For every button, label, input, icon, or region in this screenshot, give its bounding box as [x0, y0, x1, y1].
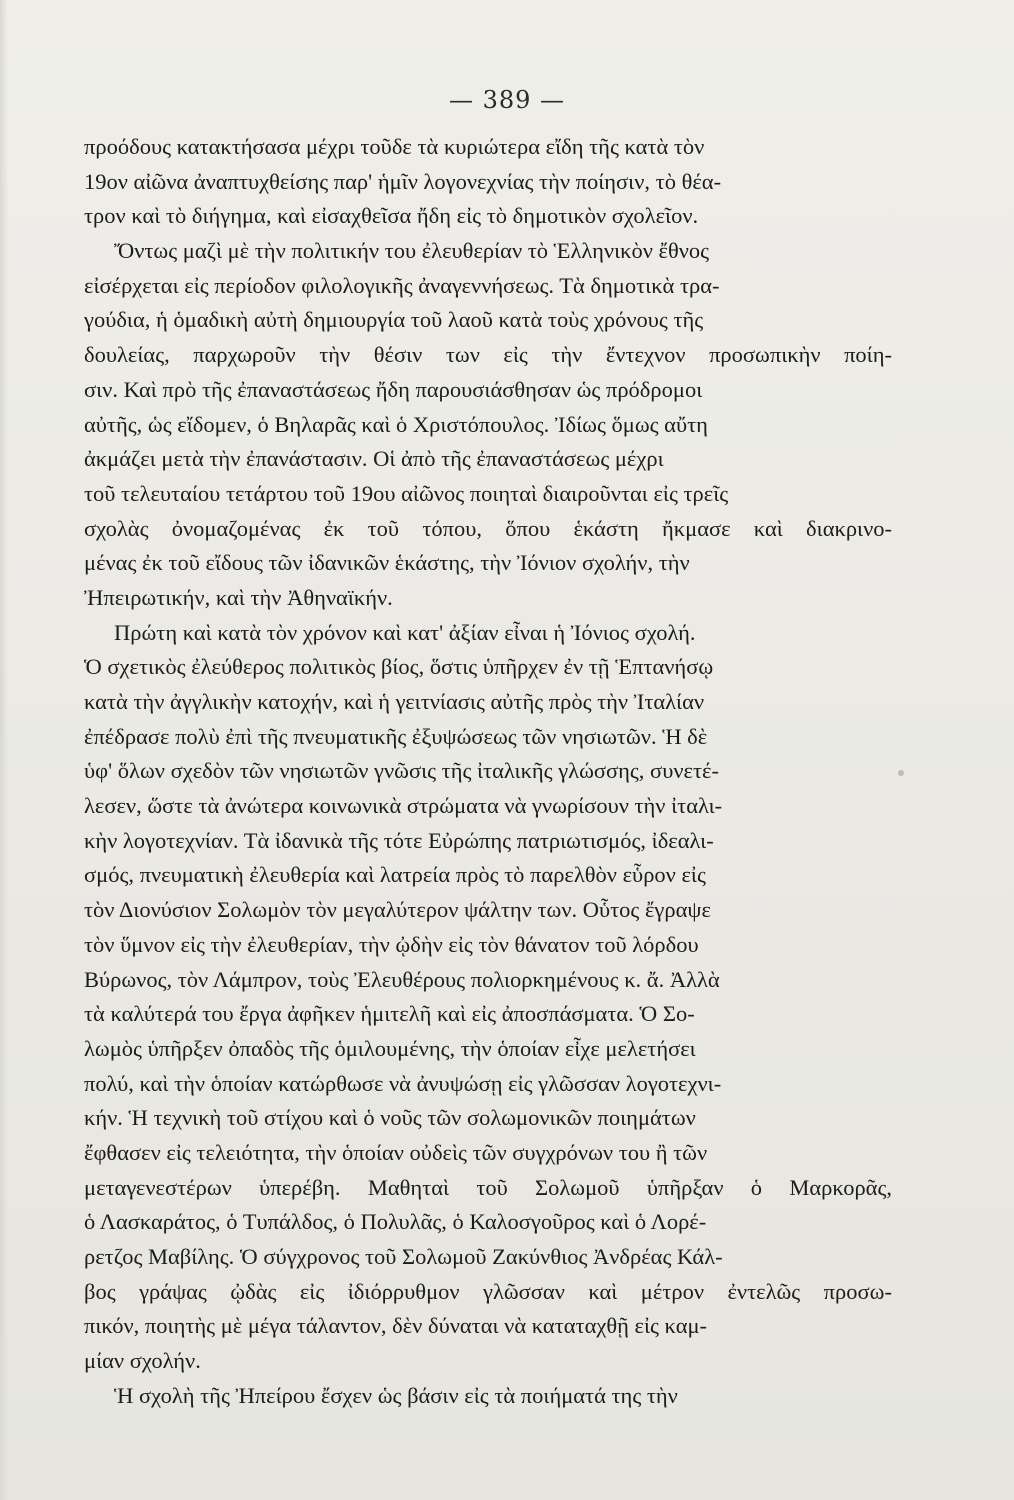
- text-line: Πρώτη καὶ κατὰ τὸν χρόνον καὶ κατ' ἀξίαν εἶναι ἡ Ἰόνιος σχολή.: [114, 619, 696, 645]
- text-line: προόδους κατακτήσασα μέχρι τοῦδε τὰ κυριώτερα εἴδη τῆς κατὰ τὸν: [84, 134, 705, 159]
- text-line: τὸν ὕμνον εἰς τὴν ἐλευθερίαν, τὴν ᾠδὴν εἰς τὸν θάνατον τοῦ λόρδου: [84, 931, 699, 957]
- text-line: σμός, πνευματικὴ ἐλευθερία καὶ λατρεία πρὸς τὸ παρελθὸν εὗρον εἰς: [84, 862, 706, 888]
- text-line: πικόν, ποιητὴς μὲ μέγα τάλαντον, δὲν δύναται νὰ καταταχθῇ εἰς καμ-: [84, 1313, 708, 1339]
- text-line: βος γράψας ᾠδὰς εἰς ἰδιόρρυθμον γλῶσσαν καὶ μέτρον ἐντελῶς προσω-: [84, 1278, 892, 1304]
- text-line: κὴν λογοτεχνίαν. Τὰ ἰδανικὰ τῆς τότε Εὐρώπης πατριωτισμός, ἰδεαλι-: [84, 827, 714, 853]
- text-line: τὸν Διονύσιον Σολωμὸν τὸν μεγαλύτερον ψάλτην των. Οὗτος ἔγραψε: [84, 897, 711, 923]
- page-scan-edge: [0, 0, 8, 1500]
- text-line: 19ον αἰῶνα ἀναπτυχθείσης παρ' ἡμῖν λογονεχνίας τὴν ποίησιν, τὸ θέα-: [84, 168, 722, 194]
- text-line: αὐτῆς, ὡς εἴδομεν, ὁ Βηλαρᾶς καὶ ὁ Χριστόπουλος. Ἰδίως ὅμως αὔτη: [84, 411, 708, 437]
- text-line: λωμὸς ὑπῆρξεν ὀπαδὸς τῆς ὁμιλουμένης, τὴν ὁποίαν εἶχε μελετήσει: [84, 1035, 696, 1061]
- text-line: Βύρωνος, τὸν Λάμπρον, τοὺς Ἐλευθέρους πολιορκημένους κ. ἄ. Ἀλλὰ: [84, 966, 720, 992]
- text-line: ἀκμάζει μετὰ τὴν ἐπανάστασιν. Οἱ ἀπὸ τῆς ἐπαναστάσεως μέχρι: [84, 446, 664, 472]
- text-line: Ἡ σχολὴ τῆς Ἠπείρου ἔσχεν ὡς βάσιν εἰς τὰ ποιήματά της τὴν: [114, 1382, 678, 1408]
- text-line: ἐπέδρασε πολὺ ἐπὶ τῆς πνευματικῆς ἐξυψώσεως τῶν νησιωτῶν. Ἡ δὲ: [84, 723, 708, 749]
- text-line: ὑφ' ὅλων σχεδὸν τῶν νησιωτῶν γνῶσις τῆς ἰταλικῆς γλώσσης, συνετέ-: [84, 758, 719, 784]
- text-line: τρον καὶ τὸ διήγημα, καὶ εἰσαχθεῖσα ἤδη εἰς τὸ δημοτικὸν σχολεῖον.: [84, 203, 699, 229]
- page-number: — 389 —: [448, 86, 566, 114]
- text-line: τοῦ τελευταίου τετάρτου τοῦ 19ου αἰῶνος ποιηταὶ διαιροῦνται εἰς τρεῖς: [84, 480, 729, 506]
- margin-mark: [898, 770, 904, 776]
- text-line: εἰσέρχεται εἰς περίοδον φιλολογικῆς ἀναγεννήσεως. Τὰ δημοτικὰ τρα-: [84, 272, 720, 298]
- body-text: [84, 130, 892, 1413]
- text-line: σιν. Καὶ πρὸ τῆς ἐπαναστάσεως ἤδη παρουσιάσθησαν ὡς πρόδρομοι: [84, 376, 703, 402]
- text-line: δουλείας, παρχωροῦν τὴν θέσιν των εἰς τὴν ἔντεχνον προσωπικὴν ποίη-: [84, 342, 892, 368]
- text-line: λεσεν, ὥστε τὰ ἀνώτερα κοινωνικὰ στρώματα νὰ γνωρίσουν τὴν ἰταλι-: [84, 793, 723, 819]
- text-line: ρετζος Μαβίλης. Ὁ σύγχρονος τοῦ Σολωμοῦ Ζακύνθιος Ἀνδρέας Κάλ-: [84, 1244, 723, 1269]
- text-line: τὰ καλύτερά του ἔργα ἀφῆκεν ἡμιτελῆ καὶ εἰς ἀποσπάσματα. Ὁ Σο-: [84, 1001, 695, 1027]
- text-line: ἔφθασεν εἰς τελειότητα, τὴν ὁποίαν οὐδεὶς τῶν συγχρόνων του ἢ τῶν: [84, 1139, 708, 1165]
- text-line: πολύ, καὶ τὴν ὁποίαν κατώρθωσε νὰ ἀνυψώσῃ εἰς γλῶσσαν λογοτεχνι-: [84, 1070, 722, 1096]
- text-line: σχολὰς ὀνομαζομένας ἐκ τοῦ τόπου, ὅπου ἑκάστη ἤκμασε καὶ διακρινο-: [84, 515, 892, 541]
- text-line: κατὰ τὴν ἀγγλικὴν κατοχήν, καὶ ἡ γειτνίασις αὐτῆς πρὸς τὴν Ἰταλίαν: [84, 689, 705, 714]
- text-line: γούδια, ἡ ὁμαδικὴ αὐτὴ δημιουργία τοῦ λαοῦ κατὰ τοὺς χρόνους τῆς: [84, 307, 704, 333]
- text-line: Ἠπειρωτικήν, καὶ τὴν Ἀθηναϊκήν.: [84, 584, 393, 610]
- text-line: ὁ Λασκαράτος, ὁ Τυπάλδος, ὁ Πολυλᾶς, ὁ Καλοσγοῦρος καὶ ὁ Λορέ-: [84, 1209, 707, 1235]
- text-line: Ὁ σχετικὸς ἐλεύθερος πολιτικὸς βίος, ὅστις ὑπῆρχεν ἐν τῇ Ἑπτανήσῳ: [84, 654, 714, 680]
- text-line: μεταγενεστέρων ὑπερέβη. Μαθηταὶ τοῦ Σολωμοῦ ὑπῆρξαν ὁ Μαρκορᾶς,: [84, 1174, 892, 1200]
- text-line: μίαν σχολήν.: [84, 1348, 201, 1374]
- text-line: κήν. Ἡ τεχνικὴ τοῦ στίχου καὶ ὁ νοῦς τῶν σολωμονικῶν ποιημάτων: [84, 1105, 696, 1131]
- text-line: Ὄντως μαζὶ μὲ τὴν πολιτικήν του ἐλευθερίαν τὸ Ἑλληνικὸν ἔθνος: [114, 238, 710, 264]
- text-line: μένας ἐκ τοῦ εἴδους τῶν ἰδανικῶν ἑκάστης, τὴν Ἰόνιον σχολήν, τὴν: [84, 550, 690, 576]
